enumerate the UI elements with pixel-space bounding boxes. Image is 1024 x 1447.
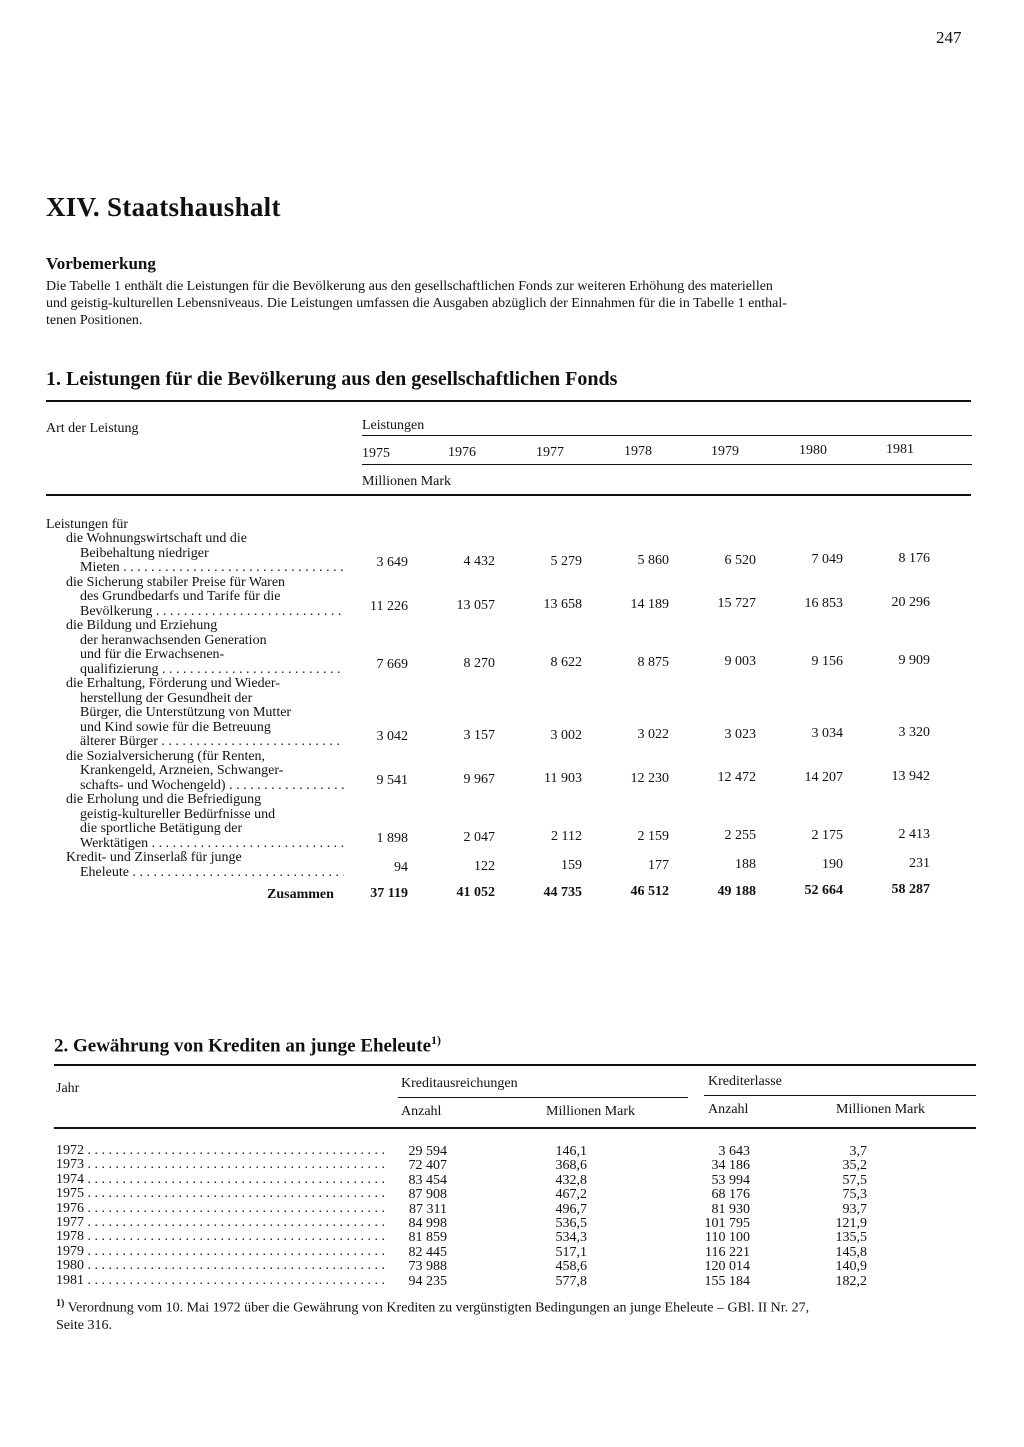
table2-cell: 35,2 — [842, 1158, 867, 1174]
table1-cell: 2 047 — [463, 829, 495, 845]
table2-cell: 72 407 — [408, 1158, 447, 1174]
table1-year-header: 1979 — [711, 443, 739, 459]
table1-total-cell: 58 287 — [891, 882, 930, 898]
table2-sub-amount-2: Millionen Mark — [836, 1102, 926, 1117]
preface-line: tenen Positionen. — [46, 313, 143, 328]
table1-cell: 3 320 — [898, 725, 930, 741]
table1-cell: 11 903 — [544, 771, 582, 787]
table2-cell: 182,2 — [835, 1273, 867, 1289]
table1-cell: 2 112 — [551, 829, 582, 845]
table1-cell: 1 898 — [376, 830, 408, 846]
table1-cell: 9 003 — [724, 654, 756, 670]
footnote-line — [56, 1295, 976, 1317]
table2-cell: 81 930 — [711, 1201, 750, 1217]
table2-cell: 517,1 — [555, 1244, 587, 1260]
table1-cell: 8 875 — [637, 654, 669, 670]
leader-dots — [158, 735, 344, 749]
leader-dots — [159, 663, 344, 677]
table2-cell: 146,1 — [555, 1144, 587, 1159]
table1-year-header: 1976 — [448, 445, 476, 461]
table2-cell: 120 014 — [704, 1259, 750, 1275]
table1-row-label-line: und für die Erwachsenen- — [80, 647, 225, 662]
table1-year-header: 1981 — [886, 442, 914, 458]
table2-year-text: 1978 — [56, 1230, 84, 1245]
table1-cell: 16 853 — [804, 595, 843, 611]
table1-cell: 14 189 — [630, 596, 669, 612]
footnote — [56, 1295, 976, 1334]
table1-row-label-line — [80, 605, 344, 620]
table2-row-year — [56, 1144, 384, 1159]
table1-cell: 13 658 — [543, 597, 582, 613]
table2-title-text: 2. Gewährung von Krediten an junge Eheleute — [54, 1035, 432, 1057]
table1-row-label-line: Kredit- und Zinserlaß für junge — [66, 850, 242, 865]
table1-year-header: 1975 — [362, 446, 390, 461]
table1-unit: Millionen Mark — [362, 474, 452, 489]
table1-cell: 190 — [822, 856, 843, 872]
table1-row-label-line — [80, 779, 344, 794]
table1-cell: 3 042 — [376, 729, 408, 744]
table1-row-label-line: die Bildung und Erziehung — [66, 618, 218, 633]
table2-header-group1: Kreditausreichungen — [401, 1076, 518, 1091]
table2-cell: 53 994 — [711, 1172, 750, 1188]
table2-header-bottom-rule — [54, 1127, 976, 1129]
table1-row-label-text: qualifizierung — [80, 662, 159, 677]
table1-row-label-line — [80, 663, 344, 678]
table2-cell: 432,8 — [555, 1172, 587, 1188]
leader-dots — [84, 1187, 384, 1201]
table1-row-label-line — [80, 735, 344, 750]
table1-row-label-text: schafts- und Wochengeld) — [80, 778, 226, 793]
table2-group2-rule — [704, 1095, 976, 1096]
table2-cell: 121,9 — [835, 1216, 867, 1231]
leader-dots — [226, 779, 344, 793]
table1-cell: 2 255 — [724, 828, 756, 844]
table1-cell: 159 — [561, 858, 582, 874]
table2-row-year — [56, 1202, 384, 1217]
table1-row-label-line: der heranwachsenden Generation — [80, 632, 267, 648]
table2-year-text: 1976 — [56, 1201, 84, 1216]
table1-row-label-line: und Kind sowie für die Betreuung — [80, 719, 271, 735]
table1-row-label-line: geistig-kultureller Bedürfnisse und — [80, 806, 276, 822]
table2-year-text: 1981 — [56, 1273, 84, 1288]
table1-cell: 2 175 — [811, 827, 843, 843]
table1-cell: 3 034 — [811, 726, 843, 741]
table1-cell: 3 157 — [463, 728, 495, 744]
table1-cell: 3 023 — [724, 726, 756, 742]
table2-cell: 110 100 — [705, 1230, 750, 1246]
table2-cell: 101 795 — [704, 1216, 750, 1231]
table2-year-text: 1979 — [56, 1244, 84, 1259]
table1-total-cell: 44 735 — [543, 884, 582, 900]
leader-dots — [84, 1173, 384, 1187]
table2-cell: 534,3 — [555, 1230, 587, 1246]
table1-total-label: Zusammen — [267, 887, 334, 902]
table1-total-cell: 46 512 — [630, 884, 669, 900]
table1-cell: 7 669 — [376, 656, 408, 672]
table1-header-bottom-rule — [46, 494, 971, 496]
footnote-mark: 1) — [431, 1033, 442, 1047]
table1-row-label-line: herstellung der Gesundheit der — [80, 690, 253, 706]
table1-title: 1. Leistungen für die Bevölkerung aus den gesellschaftlichen Fonds — [46, 368, 618, 390]
table2-year-text: 1972 — [56, 1144, 84, 1158]
leader-dots — [84, 1144, 384, 1158]
table2-cell: 73 988 — [408, 1259, 447, 1275]
table2-cell: 467,2 — [555, 1187, 587, 1203]
table2-row-year — [56, 1173, 384, 1188]
table2-cell: 94 235 — [408, 1273, 447, 1289]
table1-cell: 13 942 — [891, 768, 930, 784]
table1-cell: 14 207 — [804, 769, 843, 785]
table1-cell: 15 727 — [717, 596, 756, 612]
table2-sub-count-2: Anzahl — [708, 1102, 749, 1117]
chapter-title: XIV. Staatshaushalt — [46, 192, 281, 222]
leader-dots — [84, 1245, 384, 1259]
table2-cell: 68 176 — [711, 1187, 750, 1203]
preface-line: und geistig-kulturellen Lebensniveaus. Die Leistungen umfassen die Ausgaben abzüglich der Einnahmen für die in Tabelle 1 enthal- — [46, 296, 787, 311]
table1-group-header: Leistungen — [362, 418, 425, 433]
table1-year-header: 1977 — [536, 444, 564, 460]
table1-row-label-text: Eheleute — [80, 865, 129, 880]
table1-header-left: Art der Leistung — [46, 421, 139, 436]
table1-cell: 2 159 — [637, 828, 669, 844]
table1-cell: 9 156 — [811, 653, 843, 669]
table2-row-year — [56, 1274, 384, 1289]
table2-sub-amount-1: Millionen Mark — [546, 1104, 636, 1119]
table1-cell: 3 649 — [376, 555, 408, 570]
table1-cell: 5 860 — [637, 553, 669, 569]
table2-header-year: Jahr — [56, 1081, 80, 1096]
table2-cell: 145,8 — [835, 1244, 867, 1260]
leader-dots — [84, 1259, 384, 1273]
table1-cell: 20 296 — [891, 594, 930, 610]
table1-cell: 13 057 — [456, 597, 495, 613]
table2-cell: 368,6 — [555, 1158, 587, 1174]
footnote-line: Seite 316. — [56, 1317, 112, 1333]
table1-cell: 8 622 — [550, 655, 582, 671]
table2-row-year — [56, 1158, 384, 1173]
table1-cell: 12 472 — [717, 770, 756, 786]
table2-title — [54, 1033, 441, 1057]
table1-row-label-line: die Sozialversicherung (für Renten, — [66, 748, 266, 764]
table2-sub-count-1: Anzahl — [401, 1104, 442, 1119]
leader-dots — [84, 1216, 384, 1230]
table1-cell: 9 541 — [376, 772, 408, 788]
table1-total-cell: 52 664 — [804, 883, 843, 898]
table2-cell: 29 594 — [408, 1144, 447, 1159]
leader-dots — [152, 605, 344, 619]
table1-cell: 3 022 — [637, 727, 669, 743]
table1-row-label-line: die Wohnungswirtschaft und die — [66, 531, 247, 546]
table2-cell: 3,7 — [849, 1144, 867, 1159]
table2-cell: 458,6 — [555, 1259, 587, 1275]
table1-total-cell: 41 052 — [456, 885, 495, 901]
table1-row-label-text: Bevölkerung — [80, 604, 153, 619]
table1-cell: 9 967 — [463, 771, 495, 787]
footnote-text: Verordnung vom 10. Mai 1972 über die Gewährung von Krediten zu vergünstigten Bedingungen an junge Eheleute – GBl. II Nr. 27, — [67, 1300, 810, 1316]
table2-year-text: 1975 — [56, 1187, 84, 1202]
table1-row-label-line: Beibehaltung niedriger — [80, 545, 209, 561]
table1-year-header: 1980 — [799, 443, 827, 458]
table1-row-label-text: älterer Bürger — [80, 735, 158, 749]
table2-cell: 84 998 — [408, 1216, 447, 1231]
page-number: 247 — [936, 28, 962, 47]
table1-cell: 4 432 — [463, 554, 495, 570]
table1-row-label-line — [80, 561, 344, 576]
table2-cell: 57,5 — [842, 1172, 867, 1188]
table2-cell: 155 184 — [704, 1273, 750, 1289]
table2-cell: 83 454 — [408, 1172, 447, 1188]
table2-cell: 577,8 — [555, 1273, 587, 1289]
table1-row-label-text: Werktätigen — [80, 836, 149, 851]
leader-dots — [148, 837, 344, 851]
table2-cell: 536,5 — [555, 1216, 587, 1231]
table1-row-label-line: die sportliche Betätigung der — [80, 821, 243, 836]
table1-total-cell: 49 188 — [717, 883, 756, 899]
table2-cell: 81 859 — [408, 1230, 447, 1246]
table2-year-text: 1980 — [56, 1259, 84, 1274]
table2-cell: 3 643 — [718, 1144, 750, 1159]
table1-group-rule — [362, 435, 972, 436]
table1-cell: 8 270 — [463, 655, 495, 671]
table1-row-label-text: Mieten — [80, 561, 120, 575]
table2-cell: 82 445 — [408, 1244, 447, 1260]
table2-year-text: 1973 — [56, 1158, 84, 1173]
footnote-mark: 1) — [56, 1298, 65, 1309]
table1-total-cell: 37 119 — [370, 886, 408, 901]
leader-dots — [84, 1230, 384, 1244]
table1-year-rule — [362, 464, 972, 465]
table1-cell: 12 230 — [630, 770, 669, 786]
table2-year-text: 1977 — [56, 1216, 84, 1230]
table2-cell: 140,9 — [835, 1259, 867, 1275]
table1-row-label-line — [80, 866, 344, 881]
table1-row-label-line: Bürger, die Unterstützung von Mutter — [80, 705, 292, 720]
table2-group1-rule — [398, 1097, 688, 1098]
table1-cell: 177 — [648, 857, 669, 873]
table2-year-text: 1974 — [56, 1172, 84, 1187]
table2-cell: 75,3 — [842, 1187, 867, 1203]
preface-text — [46, 278, 971, 329]
table1-row-label-line: die Erholung und die Befriedigung — [66, 792, 262, 807]
leader-dots — [84, 1202, 384, 1216]
table2-top-rule — [54, 1064, 976, 1066]
table2-cell: 116 221 — [705, 1244, 750, 1260]
table1-intro-label: Leistungen für — [46, 517, 129, 532]
table2-row-year — [56, 1187, 384, 1202]
table2-header-group2: Krediterlasse — [708, 1074, 782, 1089]
table2-row-year — [56, 1216, 384, 1231]
table2-cell: 87 311 — [409, 1201, 447, 1217]
table1-top-rule — [46, 400, 971, 402]
table1-cell: 122 — [474, 858, 495, 874]
table1-cell: 9 909 — [898, 652, 930, 668]
leader-dots — [120, 561, 344, 575]
leader-dots — [84, 1274, 384, 1288]
table1-cell: 11 226 — [370, 598, 408, 614]
table1-cell: 2 413 — [898, 826, 930, 842]
table1-cell: 188 — [735, 857, 756, 873]
table1-cell: 7 049 — [811, 552, 843, 567]
table1-row-label-line — [80, 837, 344, 852]
leader-dots — [84, 1158, 384, 1172]
table1-cell: 231 — [909, 855, 930, 871]
table1-row-label-line: des Grundbedarfs und Tarife für die — [80, 589, 281, 604]
table2-cell: 34 186 — [711, 1158, 750, 1174]
preface-line: Die Tabelle 1 enthält die Leistungen für die Bevölkerung aus den gesellschaftlichen Fonds zur weiteren Erhöhung des materiellen — [46, 279, 773, 294]
table1-cell: 6 520 — [724, 552, 756, 568]
table2-cell: 87 908 — [408, 1187, 447, 1203]
table2-row-year — [56, 1259, 384, 1274]
table2-cell: 93,7 — [842, 1201, 867, 1217]
table1-row-label-line: Krankengeld, Arzneien, Schwanger- — [80, 763, 284, 778]
table1-year-header: 1978 — [624, 444, 652, 460]
table1-cell: 3 002 — [550, 727, 582, 743]
table2-cell: 496,7 — [555, 1201, 587, 1217]
table2-row-year — [56, 1245, 384, 1260]
table2-row-year — [56, 1230, 384, 1245]
table1-row-label-line: die Erhaltung, Förderung und Wieder- — [66, 676, 280, 691]
table1-row-label-line: die Sicherung stabiler Preise für Waren — [66, 574, 286, 590]
table1-cell: 94 — [394, 859, 408, 875]
table2-cell: 135,5 — [835, 1230, 867, 1246]
leader-dots — [129, 866, 344, 880]
preface-heading: Vorbemerkung — [46, 254, 156, 273]
table1-cell: 8 176 — [898, 551, 930, 567]
table1-cell: 5 279 — [550, 553, 582, 569]
